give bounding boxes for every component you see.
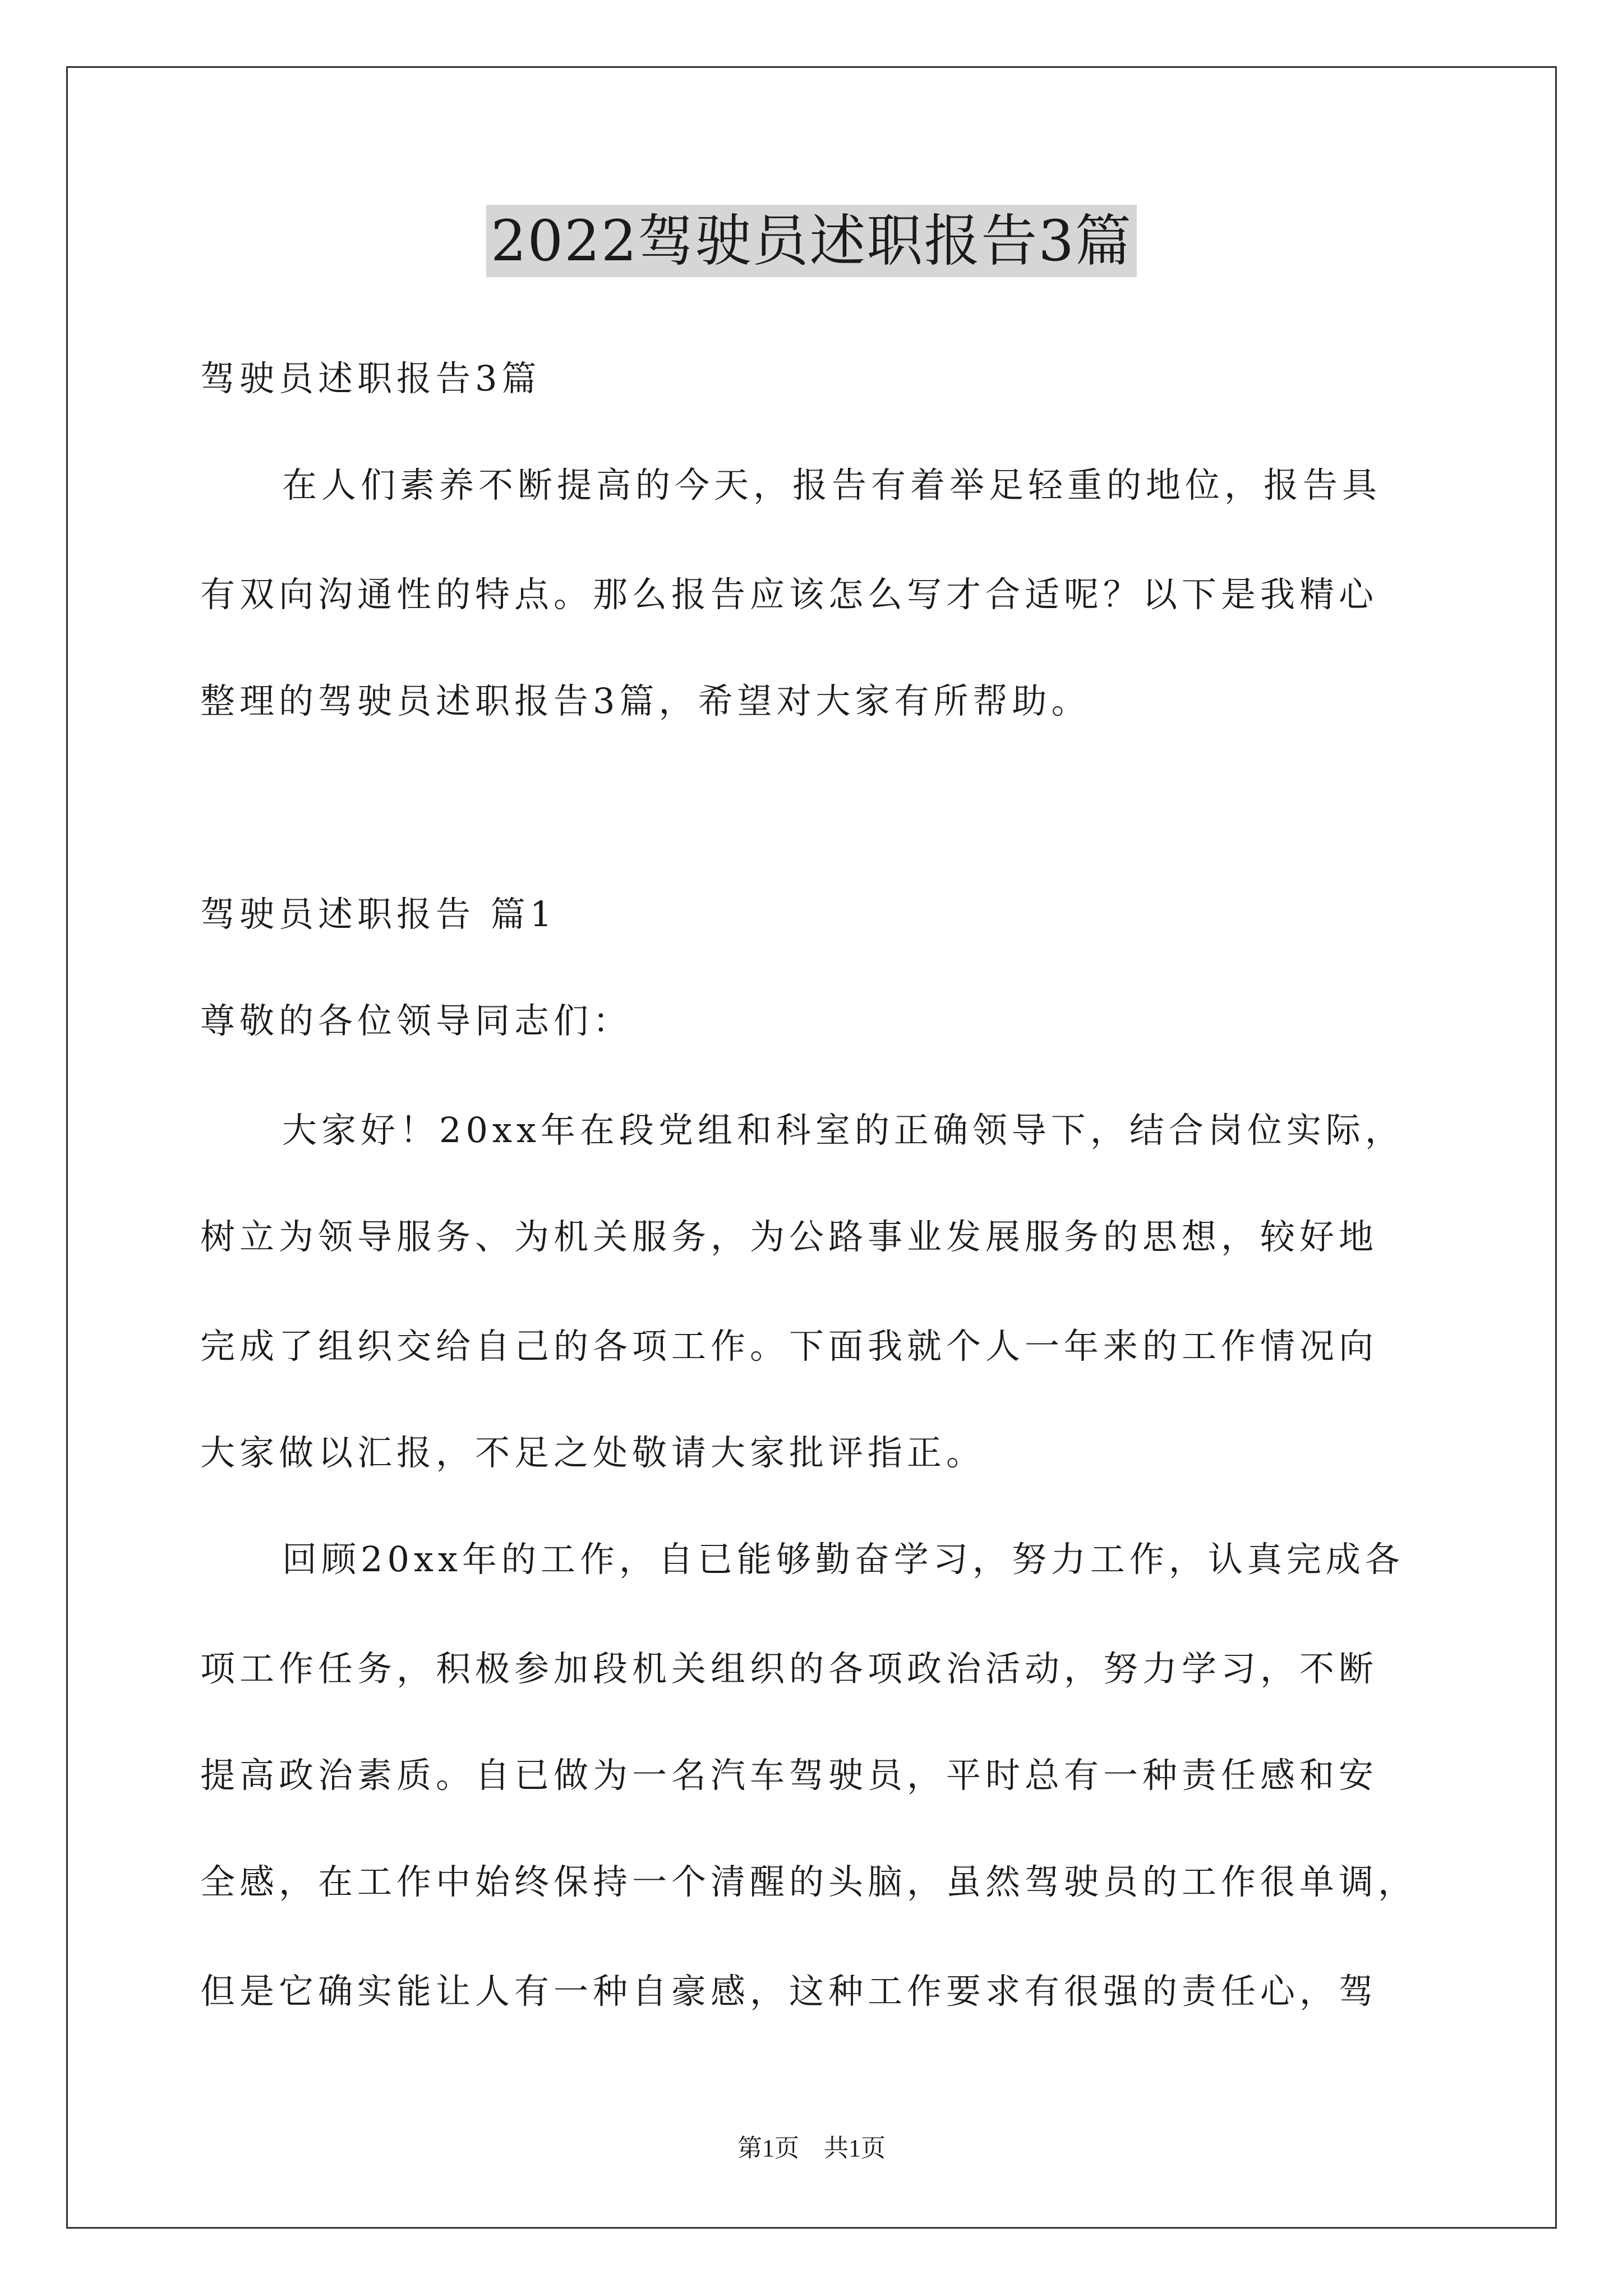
document-title-text: 2022驾驶员述职报告3篇: [486, 205, 1137, 277]
section-heading: 驾驶员述职报告 篇1: [200, 894, 557, 935]
document-title: [0, 202, 1623, 280]
paragraph-line: 但是它确实能让人有一种自豪感，这种工作要求有很强的责任心，驾: [200, 1971, 1378, 2012]
paragraph-line: 树立为领导服务、为机关服务，为公路事业发展服务的思想，较好地: [200, 1216, 1378, 1257]
paragraph-line: 有双向沟通性的特点。那么报告应该怎么写才合适呢？以下是我精心: [200, 574, 1378, 615]
paragraph-line: 完成了组织交给自己的各项工作。下面我就个人一年来的工作情况向: [200, 1326, 1378, 1366]
paragraph-line: 在人们素养不断提高的今天，报告有着举足轻重的地位，报告具: [282, 464, 1382, 505]
paragraph-line: 回顾20xx年的工作，自已能够勤奋学习，努力工作，认真完成各: [282, 1539, 1404, 1580]
paragraph-line: 项工作任务，积极参加段机关组织的各项政治活动，努力学习，不断: [200, 1648, 1378, 1689]
salutation-line: 尊敬的各位领导同志们：: [200, 1000, 633, 1041]
page-footer: 第1页 共1页: [737, 2134, 886, 2162]
paragraph-line: 提高政治素质。自已做为一名汽车驾驶员，平时总有一种责任感和安: [200, 1755, 1378, 1796]
paragraph-line: 大家做以汇报，不足之处敬请大家批评指正。: [200, 1432, 986, 1473]
paragraph-line: 大家好！20xx年在段党组和科室的正确领导下，结合岗位实际，: [282, 1110, 1404, 1151]
paragraph-line: 整理的驾驶员述职报告3篇，希望对大家有所帮助。: [200, 680, 1091, 721]
subtitle-line: 驾驶员述职报告3篇: [200, 358, 541, 399]
paragraph-line: 全感，在工作中始终保持一个清醒的头脑，虽然驾驶员的工作很单调，: [200, 1861, 1418, 1902]
